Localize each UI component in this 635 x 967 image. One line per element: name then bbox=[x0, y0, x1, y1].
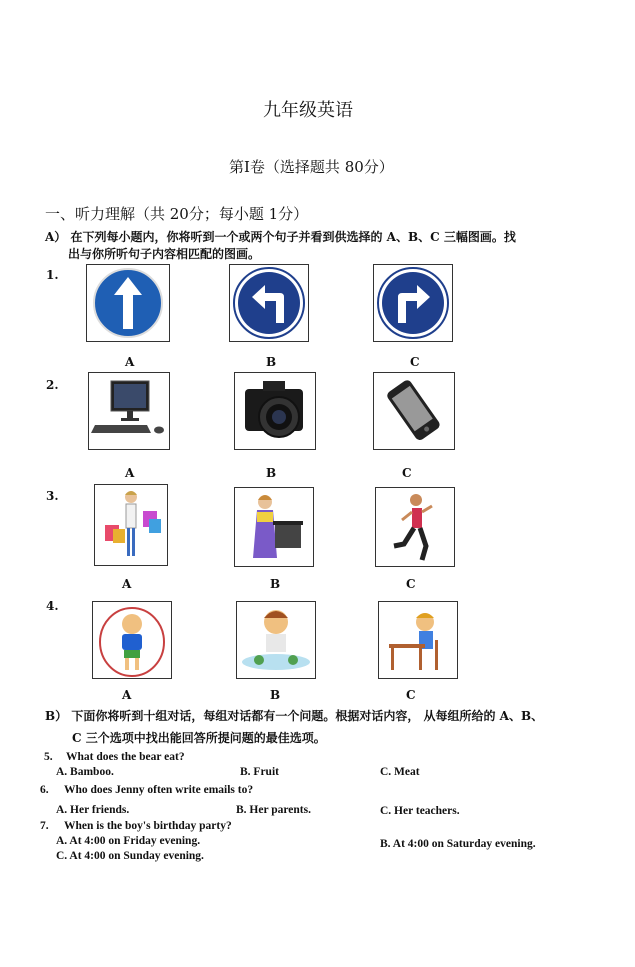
mobile-phone-icon bbox=[373, 372, 455, 450]
option-label-b: B bbox=[266, 355, 277, 369]
option-label-c: C bbox=[402, 466, 412, 480]
answer-option-b: B. Her parents. bbox=[236, 804, 311, 816]
option-label-a: A bbox=[125, 355, 135, 369]
page-title: 九年级英语 bbox=[263, 100, 353, 121]
answer-option-a: A. At 4:00 on Friday evening. bbox=[56, 835, 201, 847]
section-heading: 一、听力理解（共 20分；每小题 1分） bbox=[45, 205, 309, 223]
answer-option-c: C. Her teachers. bbox=[380, 805, 460, 817]
question-text: Who does Jenny often write emails to? bbox=[64, 784, 254, 796]
option-label-b: B bbox=[266, 466, 277, 480]
cooking-woman-icon bbox=[234, 487, 314, 567]
answer-option-b: B. At 4:00 on Saturday evening. bbox=[380, 838, 536, 850]
answer-option-a: A. Her friends. bbox=[56, 804, 130, 816]
question-number: 6. bbox=[40, 784, 49, 796]
straight-arrow-sign-icon bbox=[86, 264, 170, 342]
question-number: 1. bbox=[46, 268, 59, 282]
question-number: 5. bbox=[44, 751, 53, 763]
option-label-c: C bbox=[410, 355, 420, 369]
question-number: 2. bbox=[46, 378, 59, 392]
option-label-a: A bbox=[125, 466, 135, 480]
question-text: What does the bear eat? bbox=[66, 751, 185, 763]
right-turn-sign-icon bbox=[373, 264, 453, 342]
option-label-b: B bbox=[270, 688, 281, 702]
question-number: 3. bbox=[46, 489, 59, 503]
rope-skipping-boy-icon bbox=[92, 601, 172, 679]
camera-icon bbox=[234, 372, 316, 450]
answer-option-c: C. Meat bbox=[380, 766, 420, 778]
running-woman-icon bbox=[375, 487, 455, 567]
question-number: 4. bbox=[46, 599, 59, 613]
option-label-c: C bbox=[406, 577, 416, 591]
studying-boy-icon bbox=[236, 601, 316, 679]
desktop-computer-icon bbox=[88, 372, 170, 450]
option-label-a: A bbox=[122, 688, 132, 702]
part-b-instruction-line1: B） 下面你将听到十组对话，每组对话都有一个问题。根据对话内容， 从每组所给的 A、B、 bbox=[45, 709, 544, 723]
part-a-instruction-line2: 出与你所听句子内容相匹配的图画。 bbox=[68, 247, 261, 261]
part-b-instruction-line2: C 三个选项中找出能回答所提问题的最佳选项。 bbox=[72, 731, 326, 745]
answer-option-c: C. At 4:00 on Sunday evening. bbox=[56, 850, 204, 862]
reading-boy-icon bbox=[378, 601, 458, 679]
left-turn-sign-icon bbox=[229, 264, 309, 342]
option-label-a: A bbox=[122, 577, 132, 591]
shopping-woman-icon bbox=[94, 484, 168, 566]
question-number: 7. bbox=[40, 820, 49, 832]
answer-option-b: B. Fruit bbox=[240, 766, 279, 778]
part-a-instruction-line1: A） 在下列每小题内，你将听到一个或两个句子并看到供选择的 A、B、C 三幅图画。找 bbox=[45, 230, 516, 244]
option-label-b: B bbox=[270, 577, 281, 591]
question-text: When is the boy's birthday party? bbox=[64, 820, 232, 832]
option-label-c: C bbox=[406, 688, 416, 702]
answer-option-a: A. Bamboo. bbox=[56, 766, 114, 778]
page-subtitle: 第Ⅰ卷（选择题共 80分） bbox=[229, 158, 394, 176]
